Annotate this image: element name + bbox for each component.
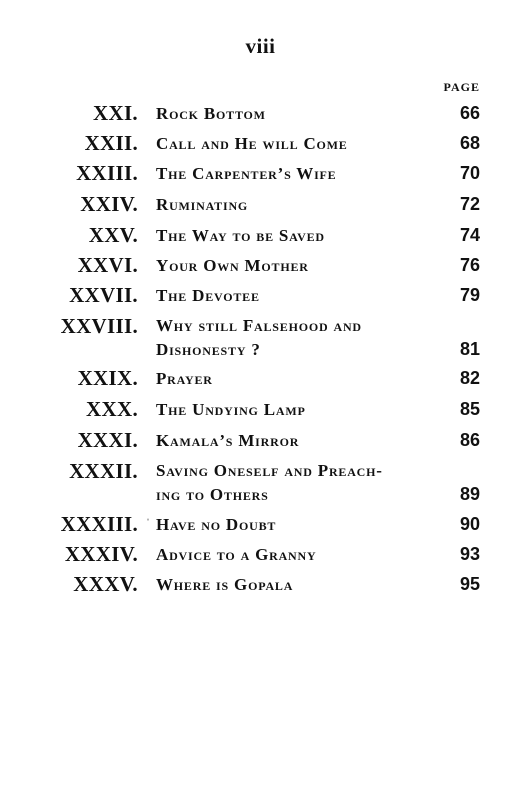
page-number: 72 (459, 194, 480, 214)
chapter-number: XXVII. (69, 283, 138, 307)
page-number: 81 (459, 339, 480, 359)
chapter-number: XXVIII. (60, 314, 138, 338)
page-column-heading: PAGE (443, 80, 480, 94)
chapter-title: Why still Falsehood and Dishonesty ? (156, 316, 362, 359)
chapter-number: XXXIII. (60, 512, 138, 536)
chapter-title: Rock Bottom (156, 104, 266, 123)
chapter-title: Have no Doubt (156, 515, 277, 534)
chapter-title: Ruminating (156, 195, 249, 214)
chapter-title: The Way to be Saved (156, 226, 325, 245)
page-number: 90 (459, 514, 480, 534)
chapter-title: The Carpenter’s Wife (156, 164, 337, 183)
chapter-number: XXIII. (76, 161, 138, 185)
page-number: 85 (459, 399, 480, 419)
page-number: 66 (459, 103, 480, 123)
chapter-number: XXI. (93, 101, 138, 125)
page-number: 68 (459, 133, 480, 153)
chapter-title: The Undying Lamp (156, 400, 306, 419)
chapter-number: XXXII. (69, 459, 138, 483)
page-number: 89 (459, 484, 480, 504)
page-number: 70 (459, 163, 480, 183)
chapter-number: XXXI. (77, 428, 138, 452)
stray-ink-mark: ˈ (146, 516, 150, 530)
chapter-title: Your Own Mother (156, 256, 309, 275)
chapter-number: XXVI. (77, 253, 138, 277)
chapter-title: Kamala’s Mirror (156, 431, 300, 450)
chapter-number: XXV. (88, 223, 138, 247)
page-number: 79 (459, 285, 480, 305)
chapter-number: XXIV. (80, 192, 138, 216)
chapter-title: Saving Oneself and Preach- ing to Others (156, 461, 383, 504)
chapter-number: XXIX. (77, 366, 138, 390)
chapter-title: Advice to a Granny (156, 545, 317, 564)
chapter-number: XXXV. (73, 572, 138, 596)
page-number: 82 (459, 368, 480, 388)
chapter-title: Where is Gopala (156, 575, 294, 594)
page-number: 95 (459, 574, 480, 594)
chapter-number: XXX. (86, 397, 138, 421)
page-number: 76 (459, 255, 480, 275)
chapter-number: XXII. (84, 131, 138, 155)
chapter-number: XXXIV. (64, 542, 138, 566)
page-number: 93 (459, 544, 480, 564)
page-folio: viii (245, 34, 276, 58)
page-number: 74 (459, 225, 480, 245)
chapter-title: Call and He will Come (156, 134, 348, 153)
chapter-title: The Devotee (156, 286, 260, 305)
chapter-title: Prayer (156, 369, 213, 388)
page-number: 86 (459, 430, 480, 450)
